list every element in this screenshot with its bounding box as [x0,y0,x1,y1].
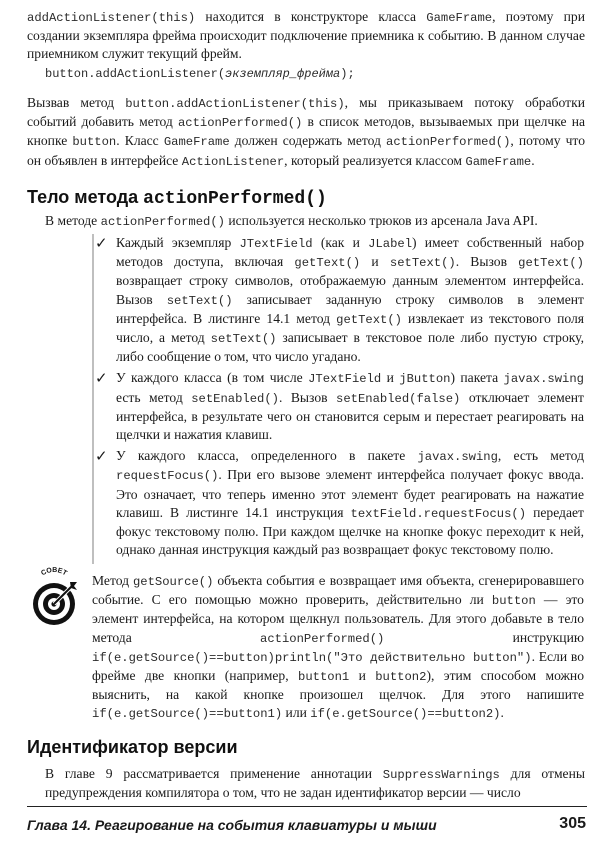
paragraph-add-listener: Вызвав метод button.addActionListener(this), мы приказываем потоку обработки событий добавить метод actionPerformed() в список методов, вызываемых при щелчке на кнопке button. Класс GameFrame должен содержать метод actionPerformed(), потому что он объявлен в интерфейсе ActionListener, который реализуется классом GameFrame. [27,95,585,169]
checkmark-icon: ✓ [95,447,108,466]
footer-divider [27,806,587,807]
svg-text:СОВЕТ [40,567,68,578]
list-item: ✓ У каждого класса, определенного в пакете javax.swing, есть метод requestFocus(). При его вызове элемент интерфейса получает фокус ввода. Это означает, что теперь именно этот элемент будет реагировать на нажатие клавиш. В листинге 14.1 инструкция textField.requestFocus() передает фокус текстовому полю. При каждом щелчке на кнопке фокус переходит к ней, однако данная инструкция каждый раз возвращает фокус текстовому полю. [95,447,584,558]
list-item: ✓ У каждого класса (в том числе JTextField и jButton) пакета javax.swing есть метод setEnabled(). Вызов setEnabled(false) отключает элемент интерфейса, в результате чего он становится серым и перестает реагировать на щелчки и нажатия клавиш. [95,369,585,443]
code-example: button.addActionListener(экземпляр_фрейма); [45,67,355,81]
list-item: ✓ Каждый экземпляр JTextField (как и JLabel) имеет собственный набор методов доступа, включая getText() и setText(). Вызов getText() возвращает строку символов, отображаемую данным элементом интерфейса. Вызов setText() записывает заданную строку символов в элемент интерфейса. В листинге 14.1 метод getText() извлекает из текстового поля число, а метод setText() записывает в текстовое поле либо пустую строку, либо сообщение о том, что число угадано. [95,234,584,365]
checkmark-icon: ✓ [95,234,108,252]
tip-paragraph: Метод getSource() объекта события e возвращает имя объекта, сгенерировавшего событие. С его помощью можно проверить, действительно ли button — это элемент интерфейса, на котором щелкнул пользователь. Для этого добавьте в тело метода actionPerformed() инструкцию if(e.getSource()==button)println("Это действительно button"). Если во фрейме две кнопки (например, button1 и button2), этим способом можно выяснить, на какой кнопке произошел щелчок. Для этого напишите if(e.getSource()==button1) или if(e.getSource()==button2). [92,573,585,722]
checkmark-icon: ✓ [95,369,108,388]
section-heading-version-id: Идентификатор версии [27,737,238,757]
code-inline: addActionListener(this) [27,11,196,25]
page-number: 305 [559,815,586,832]
paragraph-tricks-intro: В методе actionPerformed() используется несколько трюков из арсенала Java API. [45,213,538,229]
tip-label: СОВЕТ [40,566,68,578]
paragraph-listener-intro: addActionListener(this) находится в конструкторе класса GameFrame, поэтому при создании экземпляра фрейма происходит подключение приемника к событию. В данном случае приемником служит текущий фрейм. [27,9,586,62]
section-heading-action-performed: Тело метода actionPerformed() [27,187,327,209]
footer-chapter-title: Глава 14. Реагирование на события клавиатуры и мыши [27,817,437,833]
paragraph-version-id: В главе 9 рассматривается применение аннотации SuppressWarnings для отмены предупреждения компилятора о том, что не задан идентификатор версии — число [45,766,585,801]
tip-target-icon [24,566,84,630]
bullet-list [92,234,584,562]
